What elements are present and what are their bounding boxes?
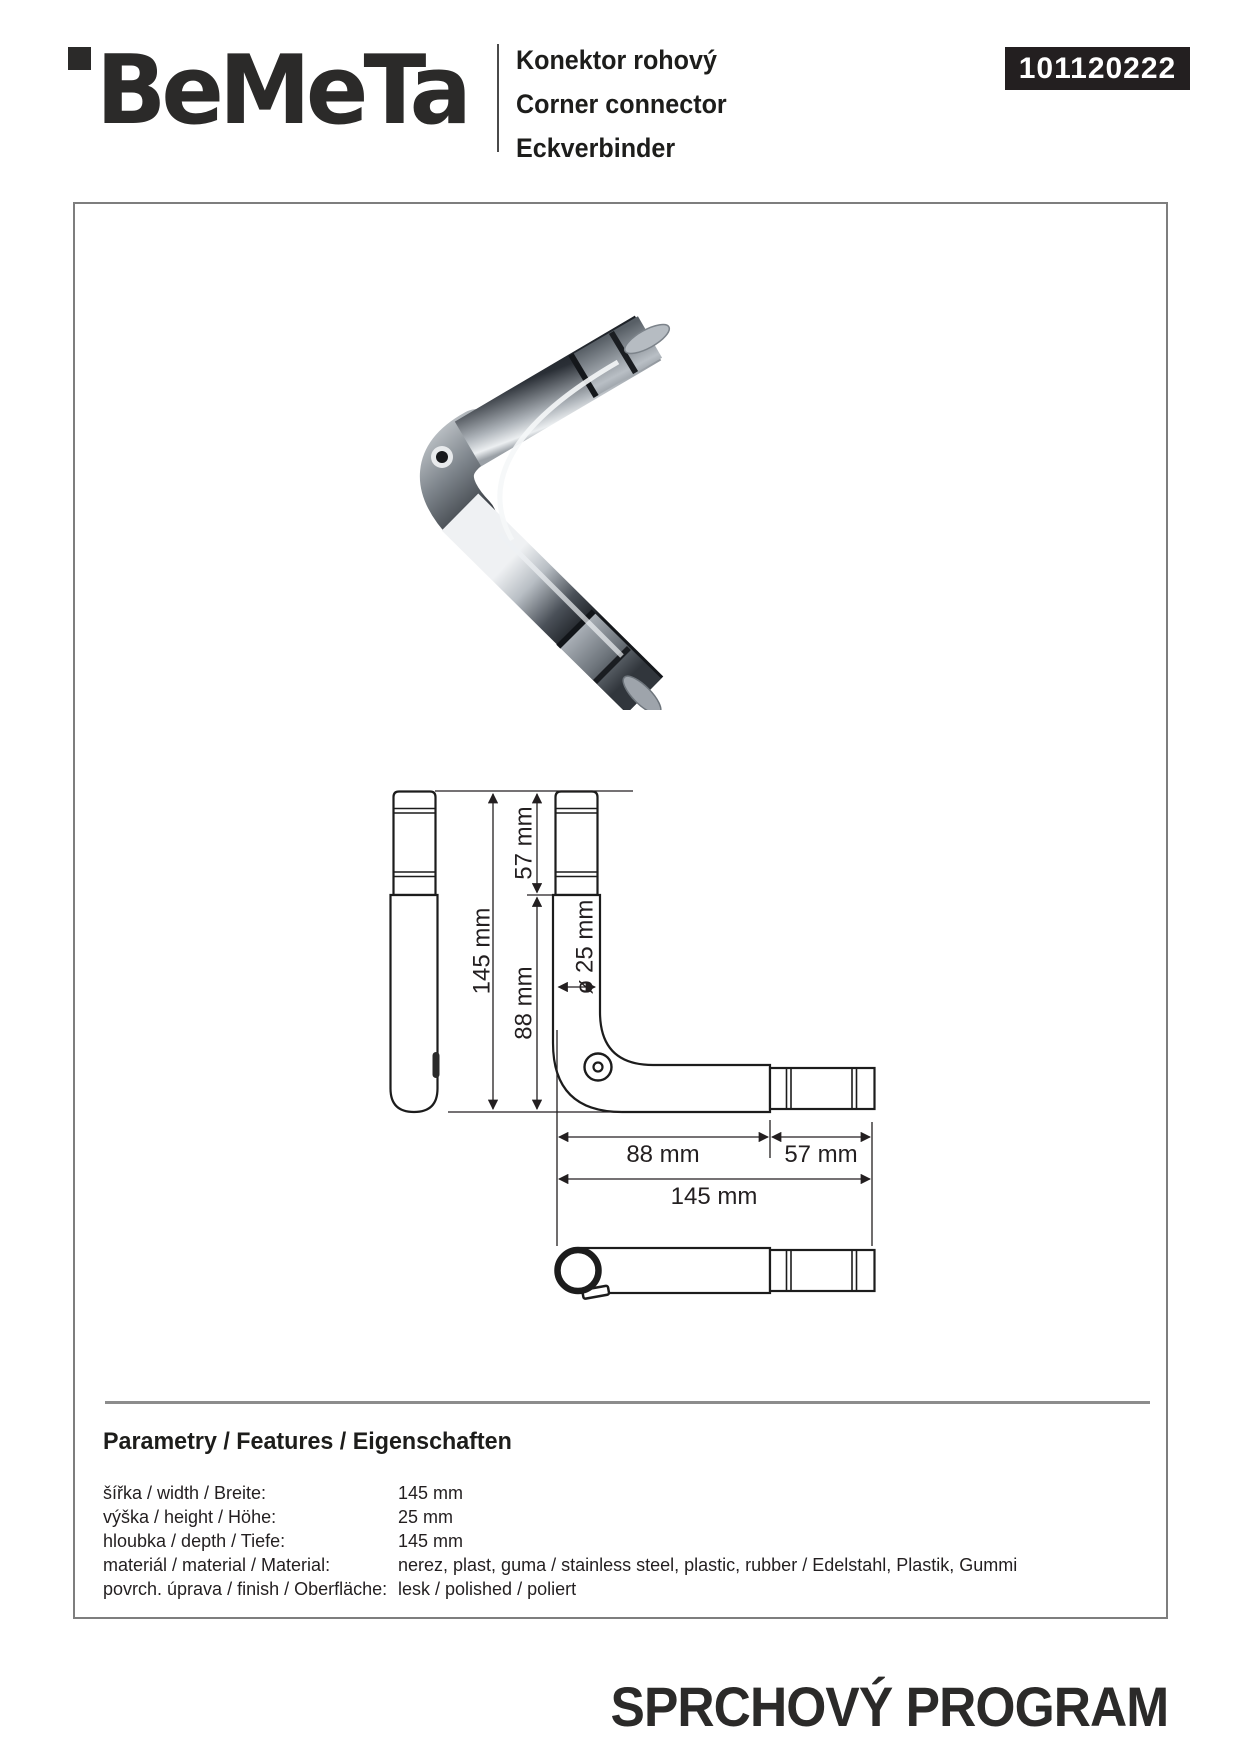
side-view-clip <box>433 1052 440 1078</box>
param-value: 25 mm <box>398 1507 454 1527</box>
side-view-drawing <box>391 792 440 1113</box>
program-line: SPRCHOVÝ PROGRAM <box>610 1675 1168 1738</box>
dim-height-total-label: 145 mm <box>468 907 496 995</box>
parameters-table <box>103 1481 1103 1601</box>
param-label: materiál / material / Material: <box>103 1555 331 1575</box>
corner-connector-photo <box>350 280 680 710</box>
param-label: povrch. úprava / finish / Oberfläche: <box>103 1579 388 1599</box>
param-value: 145 mm <box>398 1483 464 1503</box>
param-label: šířka / width / Breite: <box>103 1483 267 1503</box>
header-divider <box>497 44 499 152</box>
product-title-german: Eckverbinder <box>516 133 676 163</box>
dim-height-top-label: 57 mm <box>510 806 538 880</box>
dim-diameter-label: ø 25 mm <box>571 899 599 995</box>
param-value: nerez, plast, guma / stainless steel, plastic, rubber / Edelstahl, Plastik, Gummi <box>398 1555 1018 1575</box>
dim-height-bottom-label: 88 mm <box>510 966 538 1040</box>
bemeta-logo-square-icon <box>68 47 91 70</box>
dimension-labels <box>468 806 857 1210</box>
product-code: 101120222 <box>1018 51 1177 85</box>
param-label: hloubka / depth / Tiefe: <box>103 1531 286 1551</box>
top-view-tube-ring <box>558 1250 599 1291</box>
parameters-divider <box>105 1401 1150 1404</box>
product-title-english: Corner connector <box>516 89 727 119</box>
table-row <box>103 1529 1103 1553</box>
photo-tube-body <box>431 319 673 710</box>
param-label: výška / height / Höhe: <box>103 1507 277 1527</box>
product-titles <box>516 38 727 170</box>
parameters-heading: Parametry / Features / Eigenschaften <box>103 1428 512 1455</box>
photo-screw-hole <box>436 451 448 463</box>
param-value: 145 mm <box>398 1531 464 1551</box>
front-view-screw-hole-inner <box>594 1063 603 1072</box>
table-row <box>103 1505 1103 1529</box>
product-title-czech: Konektor rohový <box>516 45 717 75</box>
table-row <box>103 1553 1103 1577</box>
param-value: lesk / polished / poliert <box>398 1579 577 1599</box>
table-row <box>103 1577 1103 1601</box>
table-row <box>103 1481 1103 1505</box>
product-code-badge <box>1005 47 1190 90</box>
technical-drawing <box>330 770 900 1320</box>
dim-width-end-label: 57 mm <box>784 1141 858 1168</box>
dim-width-main-label: 88 mm <box>626 1141 700 1168</box>
bemeta-logo: BeMeTa <box>96 36 468 146</box>
dim-width-total-label: 145 mm <box>670 1183 758 1210</box>
front-view-drawing <box>553 792 875 1113</box>
top-view-drawing <box>558 1248 875 1299</box>
dimension-lines <box>435 791 872 1246</box>
